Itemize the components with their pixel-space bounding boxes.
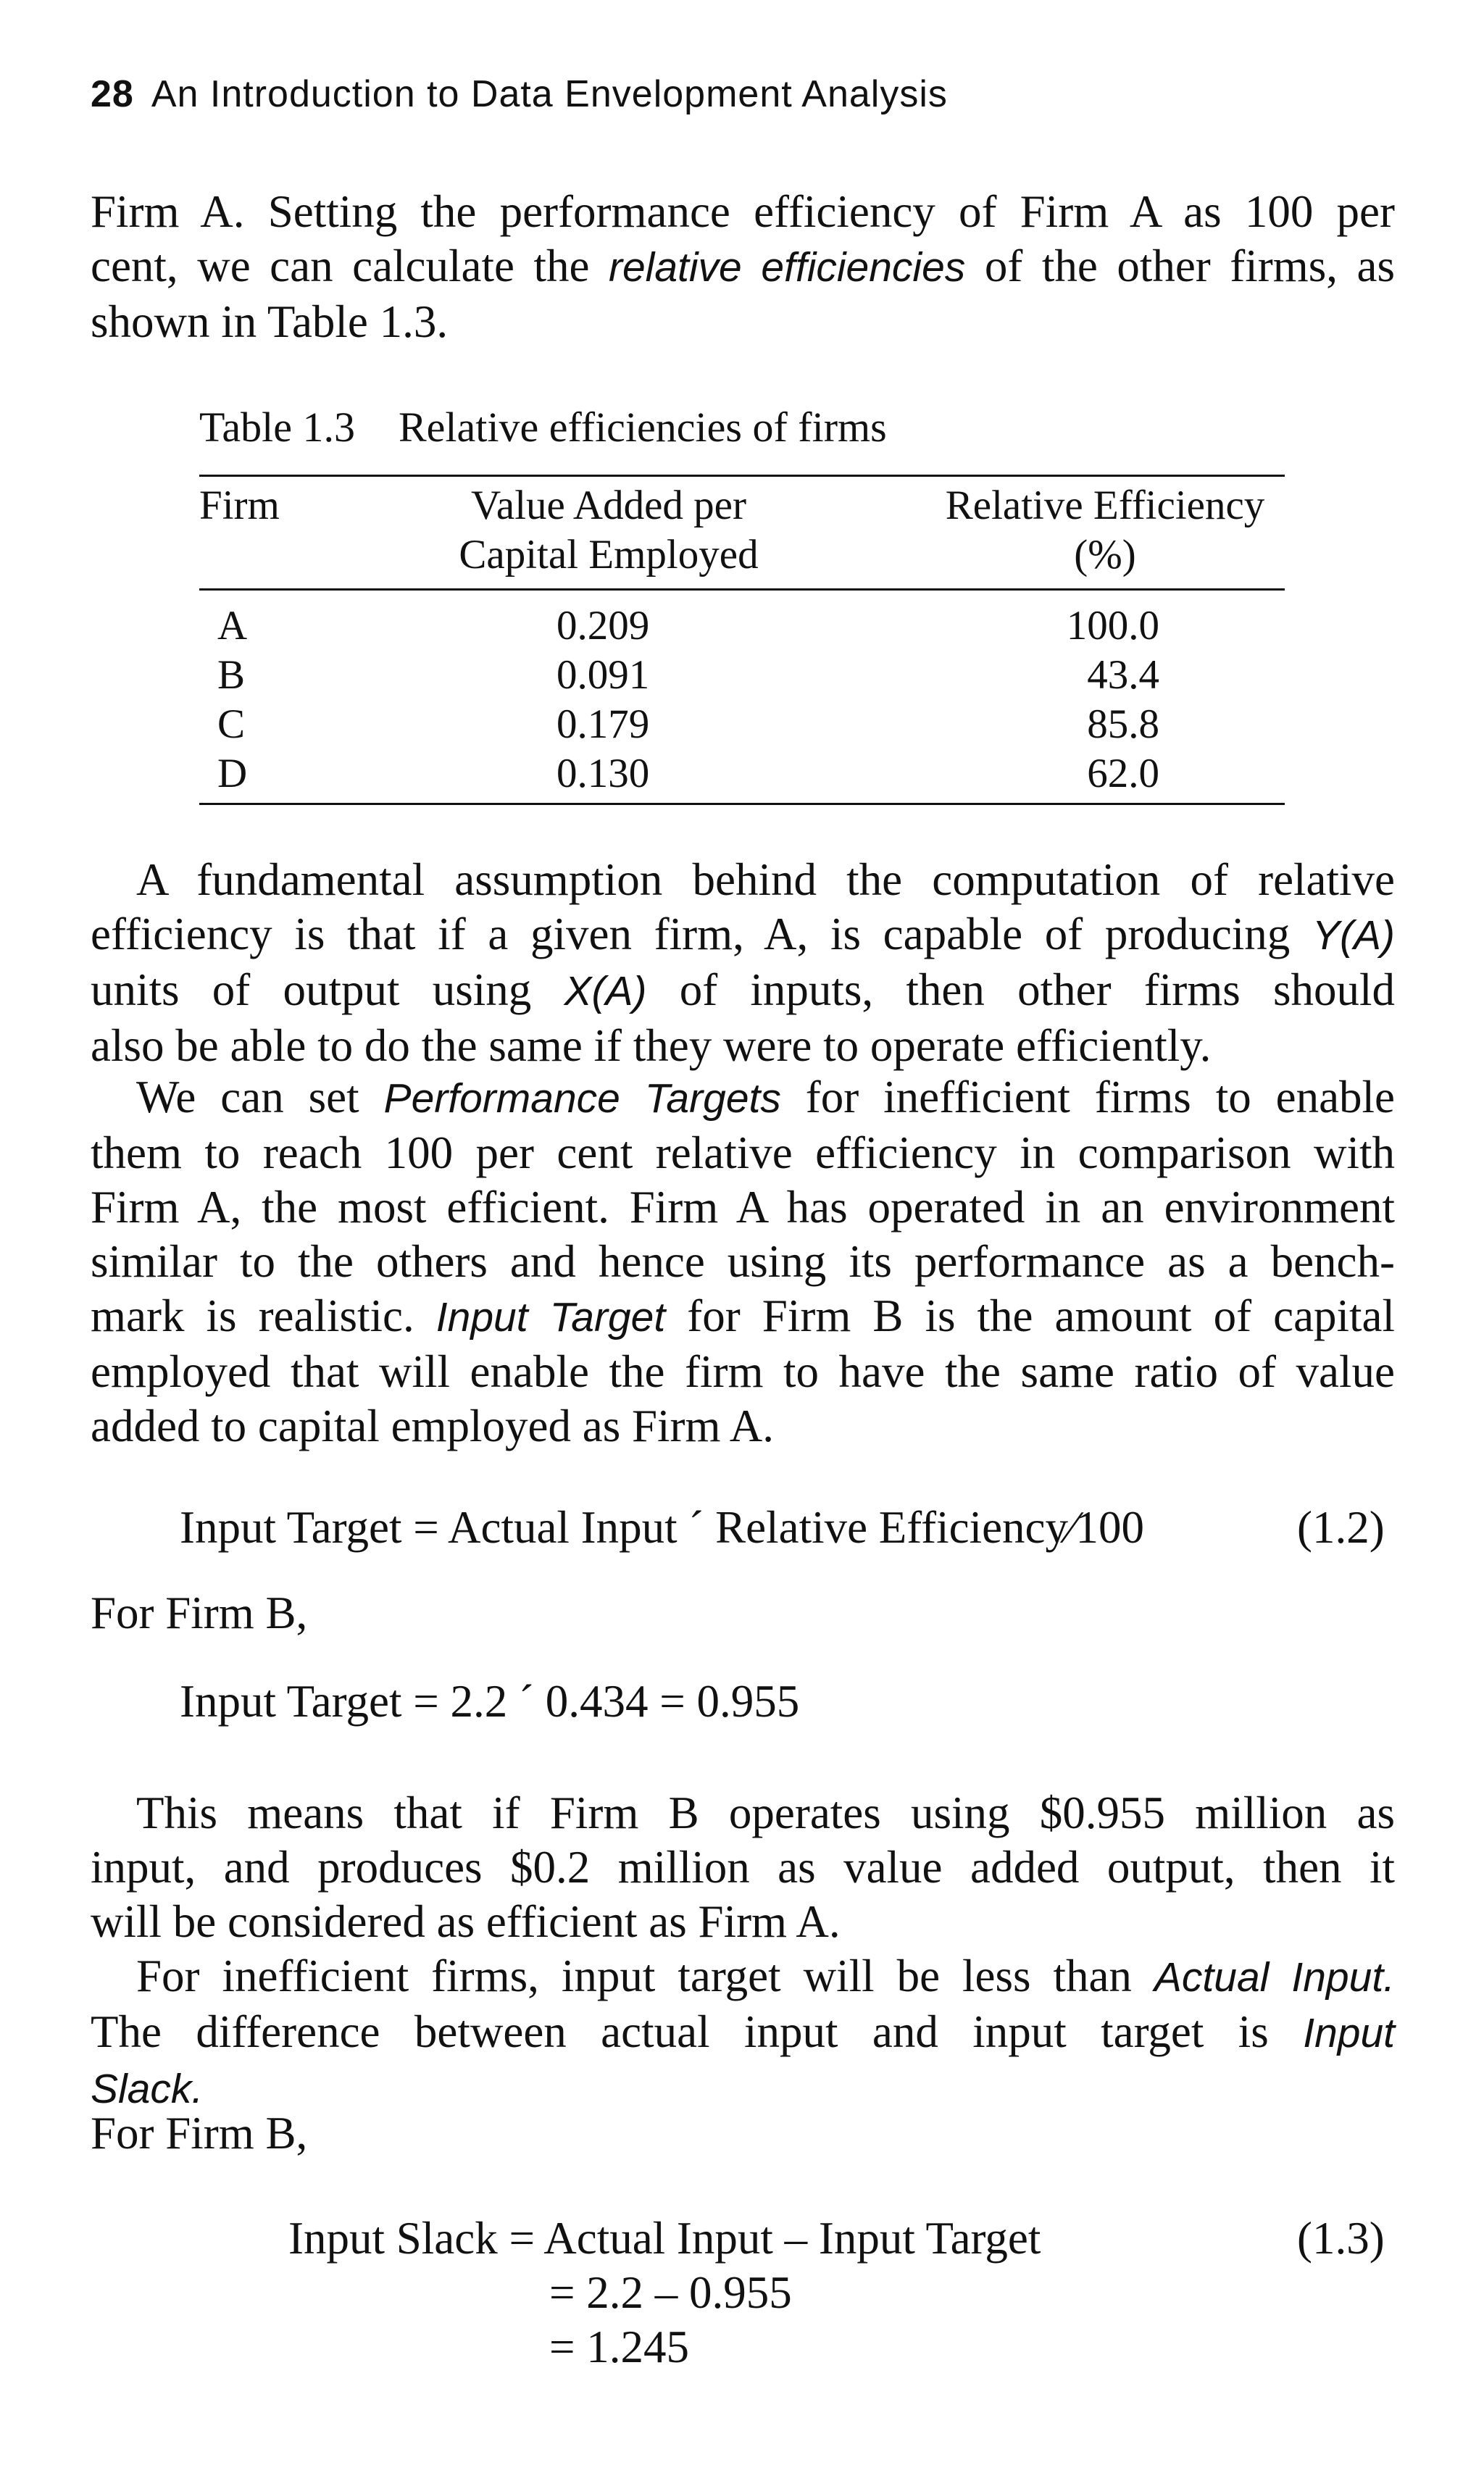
table-number: Table 1.3 [199,404,355,451]
table-header-rule [199,588,1285,591]
intro-paragraph [91,185,1395,349]
intro-line-1: Firm A. Setting the performance efficiency of Firm A as 100 per [91,186,1395,237]
cell-value: 0.209 [556,603,650,649]
italic-input: Input [1303,2010,1396,2056]
col-header-value-line1: Value Added per [471,483,746,528]
equation-number-1-3: (1.3) [1297,2213,1385,2264]
table-bottom-rule [199,803,1285,805]
for-firm-b-label-1: For Firm B, [91,1588,308,1638]
paragraph-targets [91,1070,1395,1454]
p2-line-5: mark is realistic. Input Target for Firm B is the amount of capital [91,1290,1395,1341]
p2-line-1: We can set Performance Targets for inefficient firms to enable [136,1072,1395,1122]
intro-line-3: shown in Table 1.3. [91,296,449,347]
for-firm-b-label-2: For Firm B, [91,2108,308,2159]
equation-1-3-line3: = 1.245 [549,2322,690,2372]
table-top-rule [199,475,1285,477]
cell-efficiency: 85.8 [1087,701,1159,747]
p3-line-2: input, and produces $0.2 million as value added output, then it [91,1842,1395,1893]
italic-x-a: X(A) [564,968,647,1014]
cell-value: 0.130 [556,751,650,796]
italic-input-target: Input Target [435,1294,666,1340]
italic-actual-input: Actual Input. [1154,1954,1395,2001]
cell-firm: D [217,751,248,796]
cell-efficiency: 62.0 [1087,751,1159,796]
p2-line-4: similar to the others and hence using its performance as a bench- [91,1236,1395,1287]
col-header-firm: Firm [199,483,280,528]
p1-line-4: also be able to do the same if they were to operate efficiently. [91,1020,1212,1071]
p3-line-3: will be considered as efficient as Firm A. [91,1896,841,1947]
p1-line-2: efficiency is that if a given firm, A, is capable of producing Y(A) [91,909,1395,959]
equation-firm-b-input-target: Input Target = 2.2 ´ 0.434 = 0.955 [180,1676,800,1727]
paragraph-firm-b-meaning [91,1786,1395,1949]
cell-efficiency: 100.0 [1066,603,1159,649]
page-number: 28 [91,73,134,115]
running-header [91,72,948,116]
cell-firm: A [217,603,248,649]
p3-line-1: This means that if Firm B operates using $0.955 million as [136,1788,1395,1838]
italic-y-a: Y(A) [1312,912,1395,959]
cell-firm: C [217,701,246,747]
equation-number-1-2: (1.2) [1297,1502,1385,1553]
italic-relative-efficiencies: relative efficiencies [608,244,966,291]
p1-line-1: A fundamental assumption behind the computation of relative [136,854,1395,905]
equation-1-3-line1: Input Slack = Actual Input – Input Target [288,2213,1041,2264]
paragraph-input-slack [91,1949,1395,2117]
col-header-eff-line1: Relative Efficiency [945,483,1265,528]
table-caption [199,403,887,451]
p1-line-3: units of output using X(A) of inputs, then other firms should [91,964,1396,1015]
p4-line-1: For inefficient firms, input target will be less than Actual Input. [136,1951,1395,2001]
cell-value: 0.179 [556,701,650,747]
book-title: An Introduction to Data Envelopment Analysis [151,73,948,115]
cell-value: 0.091 [556,652,650,698]
equation-1-2: Input Target = Actual Input ´ Relative Efficiency⁄100 [180,1502,1145,1553]
paragraph-assumption [91,853,1395,1073]
p4-line-2: The difference between actual input and input target is Input [91,2006,1396,2057]
table-title: Relative efficiencies of firms [398,404,887,451]
italic-slack: Slack. [91,2066,204,2112]
p2-line-7: added to capital employed as Firm A. [91,1401,775,1451]
col-header-eff-line2: (%) [1074,532,1136,577]
equation-1-3-line2: = 2.2 – 0.955 [549,2267,792,2318]
cell-firm: B [217,652,246,698]
cell-efficiency: 43.4 [1087,652,1159,698]
p2-line-6: employed that will enable the firm to have the same ratio of value [91,1346,1395,1397]
col-header-value-line2: Capital Employed [459,532,759,577]
intro-line-2: cent, we can calculate the relative efficiencies of the other firms, as [91,241,1396,291]
italic-performance-targets: Performance Targets [383,1075,781,1122]
p2-line-3: Firm A, the most efficient. Firm A has operated in an environment [91,1182,1395,1233]
p2-line-2: them to reach 100 per cent relative efficiency in comparison with [91,1127,1395,1178]
